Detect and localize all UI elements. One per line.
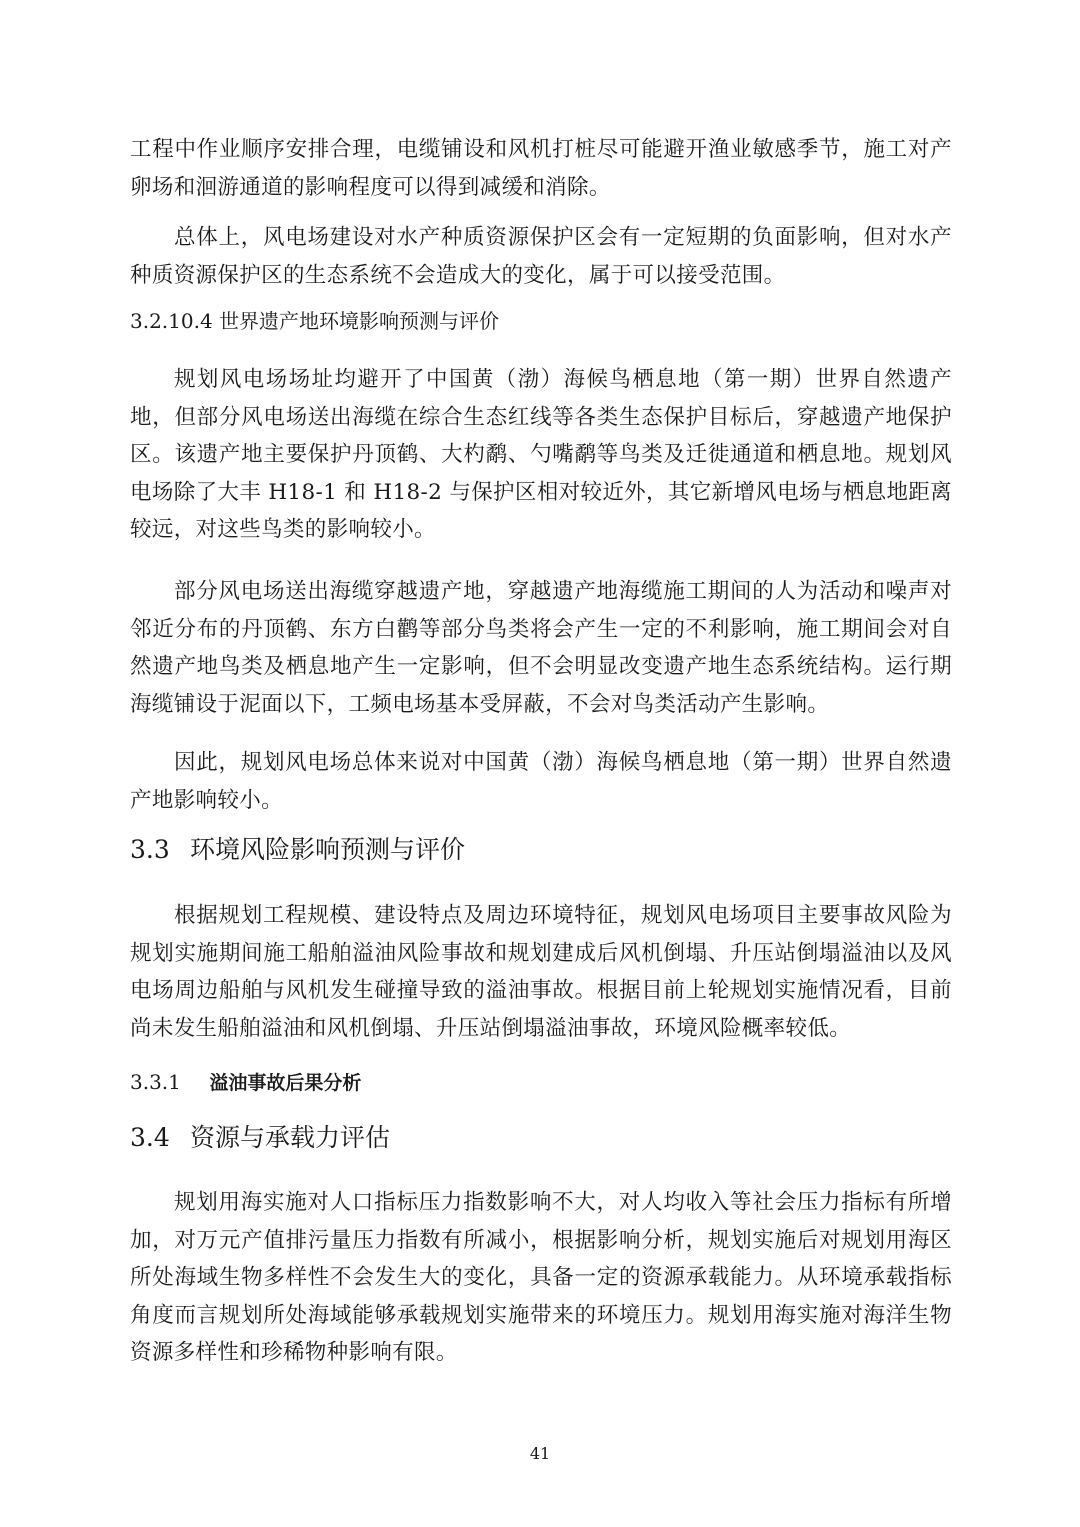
section-title: 环境风险影响预测与评价 [189,835,465,864]
section-heading-3-4 [130,1120,390,1156]
page-number: 41 [529,1444,551,1463]
section-heading-3-2-10-4 [130,306,499,336]
section-heading-3-3-1 [130,1067,361,1098]
section-title: 溢油事故后果分析 [209,1072,362,1094]
paragraph-cable-crossing: 部分风电场送出海缆穿越遗产地，穿越遗产地海缆施工期间的人为活动和噪声对邻近分布的丹顶鹤、东方白鹳等部分鸟类将会产生一定的不利影响，施工期间会对自然遗产地鸟类及栖息地产生一定影响，但不会明显改变遗产地生态系统结构。运行期海缆铺设于泥面以下，工频电场基本受屏蔽，不会对鸟类活动产生影响。 [130,579,952,717]
section-number: 3.4 [130,1123,170,1152]
section-number: 3.3 [130,835,170,864]
paragraph-heritage-conclusion: 因此，规划风电场总体来说对中国黄（渤）海候鸟栖息地（第一期）世界自然遗产地影响较小。 [130,750,952,813]
section-number: 3.3.1 [130,1070,181,1094]
paragraph-heritage-site: 规划风电场场址均避开了中国黄（渤）海候鸟栖息地（第一期）世界自然遗产地，但部分风电场送出海缆在综合生态红线等各类生态保护目标后，穿越遗产地保护区。该遗产地主要保护丹顶鹤、大杓鹬、勺嘴鹬等鸟类及迁徙通道和栖息地。规划风电场除了大丰 H18-1 和 H18-2 与保护区相对较近外，其它新增风电场与栖息地距离较远，对这些鸟类的影响较小。 [130,367,952,542]
paragraph-risk-assessment: 根据规划工程规模、建设特点及周边环境特征，规划风电场项目主要事故风险为规划实施期间施工船舶溢油风险事故和规划建成后风机倒塌、升压站倒塌溢油以及风电场周边船舶与风机发生碰撞导致的溢油事故。根据目前上轮规划实施情况看，目前尚未发生船舶溢油和风机倒塌、升压站倒塌溢油事故，环境风险概率较低。 [130,903,952,1041]
section-title: 世界遗产地环境影响预测与评价 [219,309,500,333]
paragraph-construction-sequence: 工程中作业顺序安排合理，电缆铺设和风机打桩尽可能避开渔业敏感季节，施工对产卵场和洄游通道的影响程度可以得到减缓和消除。 [130,137,952,200]
section-heading-3-3 [130,832,465,868]
section-number: 3.2.10.4 [130,309,213,333]
paragraph-overall-impact: 总体上，风电场建设对水产种质资源保护区会有一定短期的负面影响，但对水产种质资源保护区的生态系统不会造成大的变化，属于可以接受范围。 [130,225,952,288]
section-title: 资源与承载力评估 [189,1123,390,1152]
paragraph-carrying-capacity: 规划用海实施对人口指标压力指数影响不大，对人均收入等社会压力指标有所增加，对万元产值排污量压力指数有所减小，根据影响分析，规划实施后对规划用海区所处海域生物多样性不会发生大的变化，具备一定的资源承载能力。从环境承载指标角度而言规划所处海域能够承载规划实施带来的环境压力。规划用海实施对海洋生物资源多样性和珍稀物种影响有限。 [130,1190,952,1365]
